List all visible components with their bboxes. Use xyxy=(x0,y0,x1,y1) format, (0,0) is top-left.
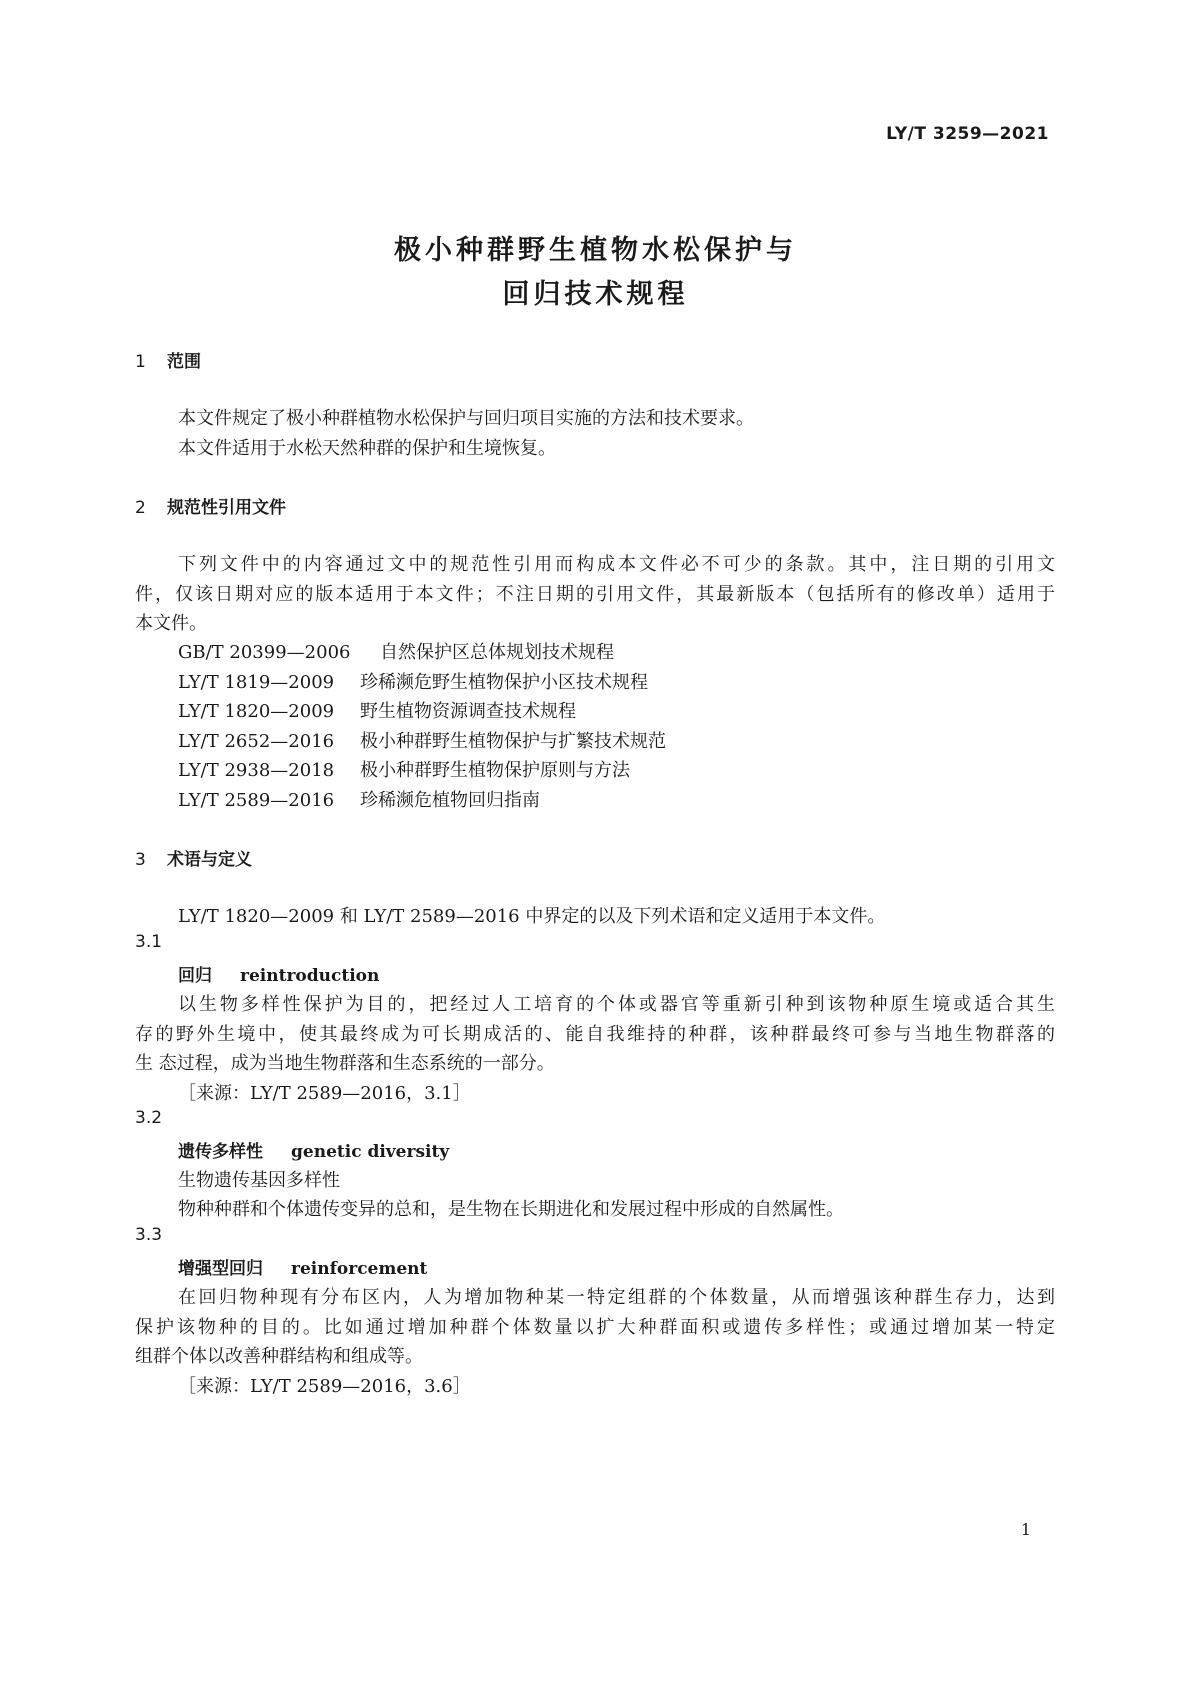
reference-code: LY/T 2652—2016 xyxy=(178,731,335,752)
document-title-line-1: 极小种群野生植物水松保护与 xyxy=(394,235,797,266)
definition-line: 存的野外生境中，使其最终成为可长期成活的、能自我维持的种群，该种群最终可参与当地生物群落的 xyxy=(135,1024,1055,1045)
reference-title: 极小种群野生植物保护与扩繁技术规范 xyxy=(360,731,666,752)
reference-item xyxy=(178,697,576,723)
reference-item xyxy=(178,756,630,782)
section-heading-scope xyxy=(135,347,201,372)
definition-line: 生 态过程，成为当地生物群落和生态系统的一部分。 xyxy=(135,1053,555,1074)
clause-number: 3.2 xyxy=(135,1108,163,1128)
section-title: 范围 xyxy=(167,352,201,372)
reference-item xyxy=(178,727,666,753)
term-zh: 回归 xyxy=(178,966,212,986)
section-number: 1 xyxy=(135,352,146,372)
term-entry xyxy=(178,1254,427,1279)
document-title-line-2: 回归技术规程 xyxy=(502,279,689,310)
reference-code: LY/T 2938—2018 xyxy=(178,760,335,781)
reference-title: 珍稀濒危植物回归指南 xyxy=(360,790,540,811)
clause-number: 3.3 xyxy=(135,1225,163,1245)
term-zh: 增强型回归 xyxy=(178,1259,263,1279)
definition-line: 组群个体以改善种群结构和组成等。 xyxy=(135,1346,423,1367)
term-source: ［来源：LY/T 2589—2016，3.6］ xyxy=(178,1376,471,1397)
reference-item xyxy=(178,638,614,664)
paragraph-line: 下列文件中的内容通过文中的规范性引用而构成本文件必不可少的条款。其中，注日期的引用文 xyxy=(178,554,1055,575)
term-entry xyxy=(178,1137,449,1162)
reference-code: LY/T 1820—2009 xyxy=(178,701,335,722)
reference-title: 珍稀濒危野生植物保护小区技术规程 xyxy=(360,672,648,693)
reference-code: LY/T 2589—2016 xyxy=(178,790,335,811)
term-zh: 遗传多样性 xyxy=(178,1142,263,1162)
admitted-term: 生物遗传基因多样性 xyxy=(178,1170,340,1191)
term-en: reintroduction xyxy=(240,966,380,986)
reference-title: 自然保护区总体规划技术规程 xyxy=(380,642,614,663)
definition-line: 保护该物种的目的。比如通过增加种群个体数量以扩大种群面积或遗传多样性；或通过增加某一特定 xyxy=(135,1317,1055,1338)
term-entry xyxy=(178,961,379,986)
reference-item xyxy=(178,668,648,694)
reference-code: LY/T 1819—2009 xyxy=(178,672,335,693)
definition-line: 在回归物种现有分布区内，人为增加物种某一特定组群的个体数量，从而增强该种群生存力，达到 xyxy=(178,1287,1055,1308)
section-heading-terms-definitions xyxy=(135,845,252,870)
reference-code: GB/T 20399—2006 xyxy=(178,642,351,663)
reference-title: 极小种群野生植物保护原则与方法 xyxy=(360,760,630,781)
section-number: 2 xyxy=(135,498,146,518)
section-number: 3 xyxy=(135,850,146,870)
page-number: 1 xyxy=(1020,1520,1031,1539)
definition-line: 物种种群和个体遗传变异的总和，是生物在长期进化和发展过程中形成的自然属性。 xyxy=(178,1199,844,1220)
term-en: reinforcement xyxy=(291,1259,428,1279)
clause-number: 3.1 xyxy=(135,932,163,952)
definition-line: 以生物多样性保护为目的，把经过人工培育的个体或器官等重新引种到该物种原生境或适合其生 xyxy=(178,994,1055,1015)
paragraph: 本文件规定了极小种群植物水松保护与回归项目实施的方法和技术要求。 xyxy=(178,408,754,429)
term-source: ［来源：LY/T 2589—2016，3.1］ xyxy=(178,1083,471,1104)
section-title: 规范性引用文件 xyxy=(167,498,286,518)
paragraph: 本文件适用于水松天然种群的保护和生境恢复。 xyxy=(178,438,556,459)
standard-code: LY/T 3259—2021 xyxy=(886,124,1049,144)
reference-title: 野生植物资源调查技术规程 xyxy=(360,701,576,722)
paragraph-line: 件，仅该日期对应的版本适用于本文件；不注日期的引用文件，其最新版本（包括所有的修改单）适用于 xyxy=(135,584,1055,605)
section-title: 术语与定义 xyxy=(167,850,252,870)
paragraph-line: 本文件。 xyxy=(135,613,207,634)
paragraph: LY/T 1820—2009 和 LY/T 2589—2016 中界定的以及下列术语和定义适用于本文件。 xyxy=(178,906,886,927)
section-heading-normative-references xyxy=(135,493,286,518)
reference-item xyxy=(178,786,540,812)
term-en: genetic diversity xyxy=(291,1142,450,1162)
